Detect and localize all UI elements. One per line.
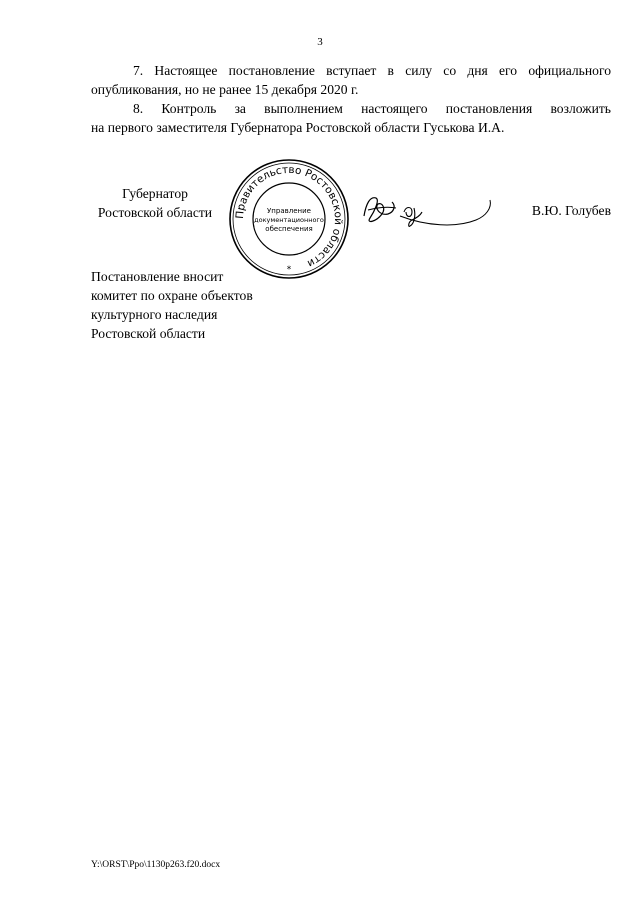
- governor-title-line2: Ростовской области: [97, 205, 213, 220]
- official-seal-stamp: [228, 158, 350, 280]
- paragraph-8-first-line: 8. Контроль за выполнением настоящего постановления возложить: [133, 101, 611, 116]
- seal-inner-line2: документационного: [254, 216, 324, 224]
- paragraph-8: [91, 99, 611, 137]
- page-number: 3: [317, 36, 323, 48]
- paragraph-7-continuation: опубликования, но не ранее 15 декабря 2020 г.: [91, 82, 359, 97]
- signer-name: В.Ю. Голубев: [531, 203, 611, 218]
- paragraph-8-continuation: на первого заместителя Губернатора Ростовской области Гуськова И.А.: [91, 120, 505, 135]
- introducer-line2: комитет по охране объектов: [91, 288, 253, 303]
- introducer-line1: Постановление вносит: [91, 269, 224, 284]
- introducer-line3: культурного наследия: [91, 307, 218, 322]
- paragraph-7-first-line: 7. Настоящее постановление вступает в силу со дня его официального: [133, 63, 611, 78]
- paragraph-7: [91, 61, 611, 99]
- introducer-line4: Ростовской области: [91, 326, 206, 341]
- handwritten-signature: [356, 186, 496, 234]
- introducer-block: [91, 267, 253, 343]
- seal-outer-text: Правительство Ростовской области: [233, 163, 345, 270]
- seal-inner-line3: обеспечения: [265, 225, 313, 233]
- governor-title-line1: Губернатор: [122, 186, 188, 201]
- file-path-footer: Y:\ORST\Ppo\1130p263.f20.docx: [91, 860, 221, 870]
- seal-inner-line1: Управление: [267, 207, 311, 215]
- governor-title: [91, 184, 219, 222]
- seal-star-icon: *: [286, 265, 292, 275]
